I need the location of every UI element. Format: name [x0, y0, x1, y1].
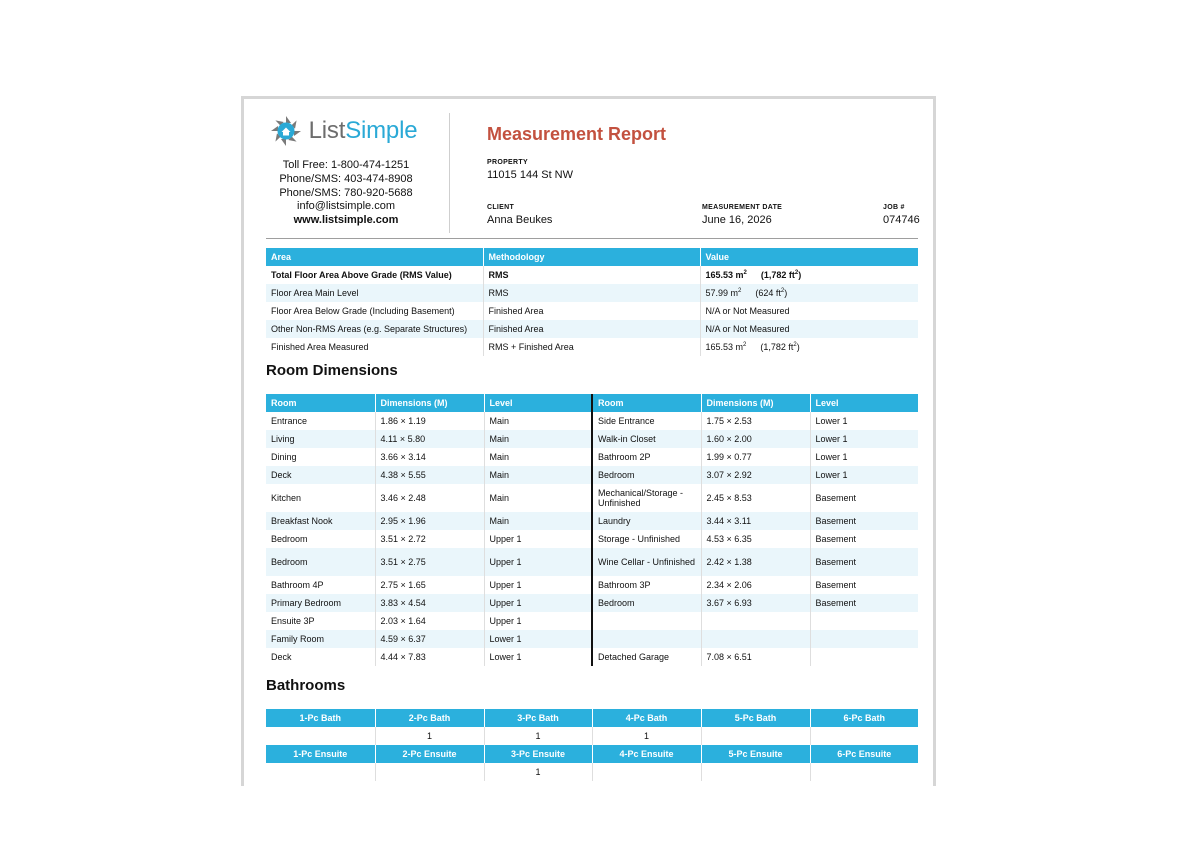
room-dimensions-cell: 3.51 × 2.72 [375, 530, 484, 548]
room-level-cell: Main [484, 448, 592, 466]
area-row [266, 338, 918, 356]
room-level-cell: Basement [810, 548, 918, 576]
header-divider [449, 113, 450, 233]
area-name-cell: Floor Area Main Level [266, 284, 483, 302]
bath-count-cell [810, 727, 918, 745]
methodology-header: Methodology [483, 248, 700, 266]
room-dimensions-cell: 3.44 × 3.11 [701, 512, 810, 530]
rooms-table [266, 394, 918, 666]
bath-type-header: 4-Pc Bath [592, 709, 701, 727]
room-name-cell: Deck [266, 466, 375, 484]
value-ft2: (1,782 ft [760, 270, 795, 280]
room-dimensions-cell: 2.03 × 1.64 [375, 612, 484, 630]
room-row [266, 430, 918, 448]
value-ft2-exp: 2 [794, 270, 799, 276]
value-close: ) [798, 270, 802, 280]
room-row [266, 630, 918, 648]
toll-free-number: Toll Free: 1-800-474-1251 [282, 159, 410, 171]
room-level-cell: Upper 1 [484, 548, 592, 576]
room-name-cell: Bedroom [266, 530, 375, 548]
report-page [241, 96, 936, 786]
measurement-date-value: June 16, 2026 [702, 214, 772, 226]
room-header: Room [266, 394, 375, 412]
header-rule [266, 238, 918, 239]
property-label: PROPERTY [487, 159, 528, 166]
value-m2: 165.53 m [705, 270, 744, 280]
value-cell [700, 284, 918, 302]
room-name-cell: Deck [266, 648, 375, 666]
value-cell [700, 302, 918, 320]
room-dimensions-cell: 3.67 × 6.93 [701, 594, 810, 612]
bath-type-header: 6-Pc Ensuite [810, 745, 918, 763]
room-dimensions-cell: 4.53 × 6.35 [701, 530, 810, 548]
value-ft2-exp: 2 [793, 342, 797, 348]
level-header-2: Level [810, 394, 918, 412]
room-dimensions-heading: Room Dimensions [266, 362, 398, 379]
room-level-cell: Upper 1 [484, 594, 592, 612]
bath-count-cell: 1 [484, 727, 592, 745]
value-cell [700, 266, 918, 284]
room-dimensions-cell: 1.60 × 2.00 [701, 430, 810, 448]
room-name-cell: Kitchen [266, 484, 375, 512]
area-header: Area [266, 248, 483, 266]
ensuite-count-row [266, 763, 918, 781]
room-name-cell: Mechanical/Storage - Unfinished [592, 484, 701, 512]
area-row [266, 320, 918, 338]
room-level-cell: Lower 1 [810, 412, 918, 430]
room-name-cell: Walk-in Closet [592, 430, 701, 448]
bath-count-cell [266, 727, 375, 745]
room-name-cell: Ensuite 3P [266, 612, 375, 630]
area-name-cell: Floor Area Below Grade (Including Basement) [266, 302, 483, 320]
room-name-cell [592, 630, 701, 648]
room-level-cell: Upper 1 [484, 530, 592, 548]
area-name-cell: Total Floor Area Above Grade (RMS Value) [266, 266, 483, 284]
room-level-cell: Main [484, 430, 592, 448]
area-row [266, 284, 918, 302]
bath-count-cell [266, 763, 375, 781]
website-link[interactable]: www.listsimple.com [293, 214, 399, 227]
room-row [266, 648, 918, 666]
room-level-cell: Main [484, 512, 592, 530]
methodology-cell: Finished Area [483, 302, 700, 320]
room-dimensions-cell: 3.66 × 3.14 [375, 448, 484, 466]
bath-header-row [266, 709, 918, 727]
company-name: ListSimple [308, 117, 418, 144]
room-level-cell [810, 648, 918, 666]
room-row [266, 448, 918, 466]
room-level-cell [810, 612, 918, 630]
job-number-label: JOB # [883, 204, 905, 211]
room-dimensions-cell: 1.99 × 0.77 [701, 448, 810, 466]
room-name-cell: Bedroom [266, 548, 375, 576]
bath-type-header: 2-Pc Ensuite [375, 745, 484, 763]
value-text: N/A or Not Measured [705, 324, 790, 334]
job-number-value: 074746 [883, 214, 920, 226]
room-dimensions-cell: 3.83 × 4.54 [375, 594, 484, 612]
bathrooms-heading: Bathrooms [266, 677, 346, 694]
room-name-cell: Wine Cellar - Unfinished [592, 548, 701, 576]
value-m2-exp: 2 [743, 342, 747, 348]
bath-type-header: 2-Pc Bath [375, 709, 484, 727]
contact-info [244, 159, 448, 228]
methodology-cell: RMS [483, 284, 700, 302]
phone-1: Phone/SMS: 403-474-8908 [279, 172, 413, 185]
value-text: N/A or Not Measured [705, 306, 790, 316]
area-table [266, 248, 918, 356]
room-level-cell: Basement [810, 484, 918, 512]
bath-type-header: 3-Pc Bath [484, 709, 592, 727]
measurement-date-label: MEASUREMENT DATE [702, 204, 783, 211]
bath-type-header: 5-Pc Bath [701, 709, 810, 727]
room-dimensions-cell: 2.45 × 8.53 [701, 484, 810, 512]
value-ft2-exp: 2 [780, 288, 785, 294]
value-ft2: (624 ft [755, 288, 781, 298]
room-level-cell: Basement [810, 576, 918, 594]
room-name-cell: Bedroom [592, 594, 701, 612]
bath-count-cell: 1 [375, 727, 484, 745]
value-m2: 165.53 m [705, 342, 744, 352]
bath-count-cell: 1 [592, 727, 701, 745]
room-dimensions-cell: 2.95 × 1.96 [375, 512, 484, 530]
room-name-cell: Storage - Unfinished [592, 530, 701, 548]
value-close: ) [784, 288, 788, 298]
room-level-cell: Main [484, 484, 592, 512]
room-header-2: Room [592, 394, 701, 412]
area-name-cell: Finished Area Measured [266, 338, 483, 356]
room-dimensions-cell: 4.44 × 7.83 [375, 648, 484, 666]
bath-type-header: 1-Pc Bath [266, 709, 375, 727]
methodology-cell: Finished Area [483, 320, 700, 338]
listsimple-logo-icon [269, 114, 303, 148]
email-link[interactable]: info@listsimple.com [297, 200, 395, 213]
company-block [244, 113, 448, 228]
value-m2: 57.99 m [705, 288, 739, 298]
room-row [266, 412, 918, 430]
room-dimensions-cell: 3.07 × 2.92 [701, 466, 810, 484]
room-row [266, 512, 918, 530]
room-row [266, 612, 918, 630]
room-level-cell: Basement [810, 512, 918, 530]
room-dimensions-cell: 4.11 × 5.80 [375, 430, 484, 448]
room-name-cell: Bathroom 3P [592, 576, 701, 594]
area-name-cell: Other Non-RMS Areas (e.g. Separate Structures) [266, 320, 483, 338]
room-name-cell: Detached Garage [592, 648, 701, 666]
dimensions-header-2: Dimensions (M) [701, 394, 810, 412]
room-name-cell: Side Entrance [592, 412, 701, 430]
room-name-cell: Bathroom 2P [592, 448, 701, 466]
room-row [266, 594, 918, 612]
room-row [266, 484, 918, 512]
room-level-cell [810, 630, 918, 648]
room-dimensions-cell: 4.59 × 6.37 [375, 630, 484, 648]
room-dimensions-cell [701, 612, 810, 630]
value-cell [700, 338, 918, 356]
room-dimensions-cell: 3.51 × 2.75 [375, 548, 484, 576]
bath-count-cell [592, 763, 701, 781]
methodology-cell: RMS + Finished Area [483, 338, 700, 356]
level-header: Level [484, 394, 592, 412]
client-value: Anna Beukes [487, 214, 553, 226]
bath-count-cell [810, 763, 918, 781]
room-dimensions-cell: 1.86 × 1.19 [375, 412, 484, 430]
value-header: Value [700, 248, 918, 266]
ensuite-header-row [266, 745, 918, 763]
area-row [266, 266, 918, 284]
bath-type-header: 1-Pc Ensuite [266, 745, 375, 763]
bath-count-cell: 1 [484, 763, 592, 781]
room-level-cell: Lower 1 [484, 630, 592, 648]
room-name-cell: Bedroom [592, 466, 701, 484]
report-title: Measurement Report [487, 124, 667, 144]
room-dimensions-cell: 1.75 × 2.53 [701, 412, 810, 430]
room-dimensions-cell: 2.75 × 1.65 [375, 576, 484, 594]
bath-type-header: 6-Pc Bath [810, 709, 918, 727]
room-level-cell: Basement [810, 530, 918, 548]
bath-count-cell [701, 763, 810, 781]
value-m2-exp: 2 [743, 270, 747, 276]
room-dimensions-cell: 4.38 × 5.55 [375, 466, 484, 484]
room-level-cell: Main [484, 412, 592, 430]
bath-type-header: 4-Pc Ensuite [592, 745, 701, 763]
bath-type-header: 5-Pc Ensuite [701, 745, 810, 763]
room-row [266, 466, 918, 484]
methodology-cell: RMS [483, 266, 700, 284]
phone-2: Phone/SMS: 780-920-5688 [279, 186, 413, 199]
room-level-cell: Lower 1 [810, 448, 918, 466]
bath-count-cell [701, 727, 810, 745]
room-level-cell: Lower 1 [810, 466, 918, 484]
room-level-cell: Upper 1 [484, 576, 592, 594]
room-name-cell: Family Room [266, 630, 375, 648]
value-close: ) [796, 342, 800, 352]
room-dimensions-cell [701, 630, 810, 648]
room-name-cell: Bathroom 4P [266, 576, 375, 594]
room-name-cell [592, 612, 701, 630]
room-row [266, 548, 918, 576]
room-level-cell: Main [484, 466, 592, 484]
room-name-cell: Breakfast Nook [266, 512, 375, 530]
bath-count-row [266, 727, 918, 745]
room-level-cell: Lower 1 [810, 430, 918, 448]
room-row [266, 530, 918, 548]
company-logo [241, 113, 448, 149]
room-name-cell: Primary Bedroom [266, 594, 375, 612]
bathrooms-table [266, 709, 918, 781]
dimensions-header: Dimensions (M) [375, 394, 484, 412]
area-row [266, 302, 918, 320]
room-dimensions-cell: 2.42 × 1.38 [701, 548, 810, 576]
property-value: 11015 144 St NW [487, 169, 574, 181]
room-name-cell: Living [266, 430, 375, 448]
room-row [266, 576, 918, 594]
room-level-cell: Basement [810, 594, 918, 612]
value-ft2: (1,782 ft [760, 342, 794, 352]
client-label: CLIENT [487, 204, 515, 211]
room-name-cell: Laundry [592, 512, 701, 530]
room-dimensions-cell: 2.34 × 2.06 [701, 576, 810, 594]
room-dimensions-cell: 3.46 × 2.48 [375, 484, 484, 512]
value-cell [700, 320, 918, 338]
room-level-cell: Lower 1 [484, 648, 592, 666]
value-m2-exp: 2 [738, 288, 742, 294]
bath-type-header: 3-Pc Ensuite [484, 745, 592, 763]
bath-count-cell [375, 763, 484, 781]
room-name-cell: Entrance [266, 412, 375, 430]
room-level-cell: Upper 1 [484, 612, 592, 630]
room-dimensions-cell: 7.08 × 6.51 [701, 648, 810, 666]
room-name-cell: Dining [266, 448, 375, 466]
